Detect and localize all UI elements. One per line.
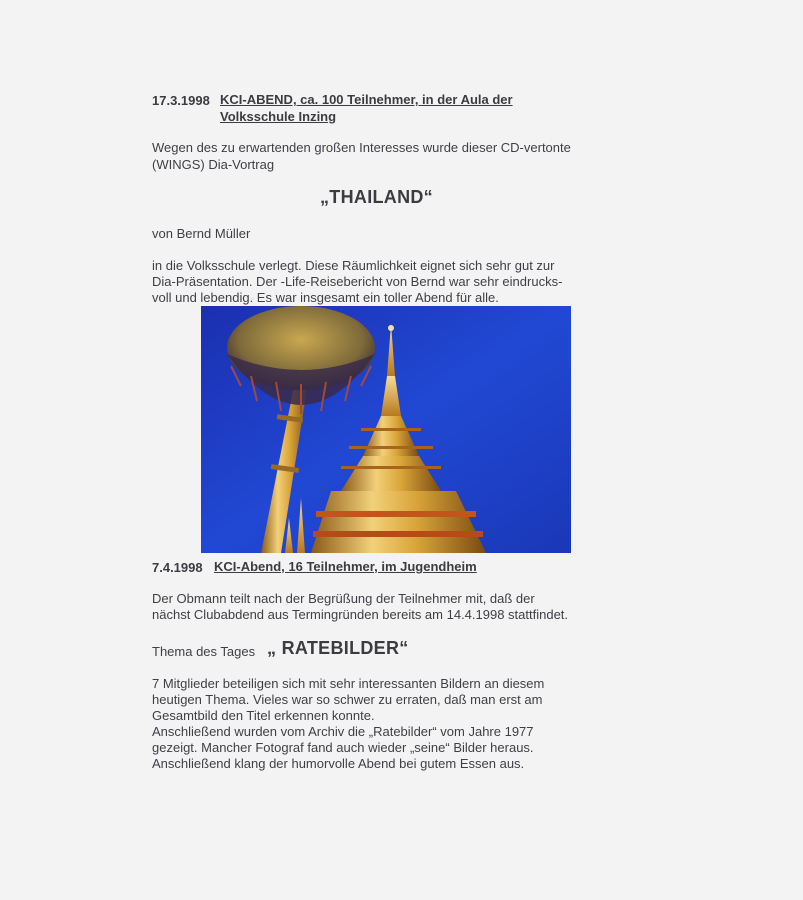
event2-intro-line1: Der Obmann teilt nach der Begrüßung der Teilnehmer mit, daß der <box>152 591 535 606</box>
event1-body-line1: in die Volksschule verlegt. Diese Räumlichkeit eignet sich sehr gut zur <box>152 258 555 273</box>
event2-body-line1: 7 Mitglieder beteiligen sich mit sehr interessanten Bildern an diesem <box>152 676 545 691</box>
event2-topic-title: „ RATEBILDER“ <box>267 638 409 658</box>
event1-author: von Bernd Müller <box>152 226 251 241</box>
event1-body-line3: voll und lebendig. Es war insgesamt ein toller Abend für alle. <box>152 290 499 305</box>
pagoda-illustration <box>201 306 571 553</box>
event2-date: 7.4.1998 <box>152 560 203 575</box>
event2-intro-line2: nächst Clubabdend aus Termingründen bereits am 14.4.1998 stattfindet. <box>152 607 569 622</box>
event2-body-line5: gezeigt. Mancher Fotograf fand auch wieder „seine“ Bilder heraus. <box>152 740 534 755</box>
event2-body-line4: Anschließend wurden vom Archiv die „Ratebilder“ vom Jahre 1977 <box>152 724 534 739</box>
event1-heading-line2: Volksschule Inzing <box>220 109 337 124</box>
event1-date: 17.3.1998 <box>152 93 210 108</box>
event2-body-line3: Gesamtbild den Titel erkennen konnte. <box>152 708 375 723</box>
golden-pagoda-photo <box>201 306 571 553</box>
event1-intro-line1: Wegen des zu erwartenden großen Interesses wurde dieser CD-vertonte <box>152 140 571 155</box>
event1-intro-line2: (WINGS) Dia-Vortrag <box>152 157 275 172</box>
event2-heading: KCI-Abend, 16 Teilnehmer, im Jugendheim <box>214 559 477 574</box>
event2-topic-label: Thema des Tages <box>152 644 256 659</box>
event1-heading-line1: KCI-ABEND, ca. 100 Teilnehmer, in der Aula der <box>220 92 513 107</box>
event2-body-line2: heutigen Thema. Vieles war so schwer zu erraten, daß man erst am <box>152 692 543 707</box>
event1-body-line2: Dia-Präsentation. Der -Life-Reisebericht von Bernd war sehr eindrucks- <box>152 274 563 289</box>
event2-body-line6: Anschließend klang der humorvolle Abend bei gutem Essen aus. <box>152 756 525 771</box>
event1-title: „THAILAND“ <box>320 187 433 207</box>
